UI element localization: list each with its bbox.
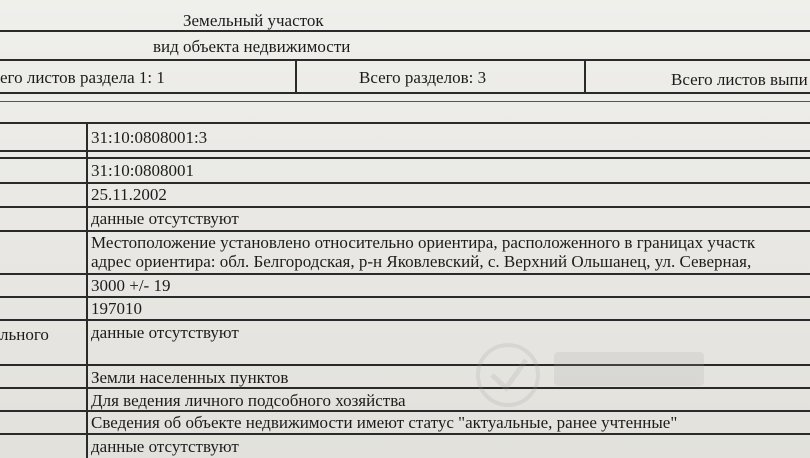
row-line-2 — [0, 157, 810, 159]
object-kind-caption: вид объекта недвижимости — [153, 37, 351, 56]
previous-numbers: данные отсутствуют — [91, 209, 239, 228]
object-status: Сведения об объекте недвижимости имеют статус "актуальные, ранее учтенные" — [91, 413, 678, 432]
cadastral-quarter: 31:10:0808001 — [91, 161, 194, 180]
row-line-4 — [0, 206, 810, 208]
counter-separator-2 — [584, 59, 586, 92]
permitted-use: Для ведения личного подсобного хозяйства — [91, 391, 406, 410]
cadastral-value: 197010 — [91, 299, 142, 318]
row-line-1 — [0, 150, 810, 152]
row-line-6 — [0, 273, 810, 275]
header-divider-top — [0, 30, 810, 32]
cadastral-number: 31:10:0808001:3 — [91, 128, 208, 147]
row-line-3 — [0, 182, 810, 184]
land-area: 3000 +/- 19 — [91, 276, 171, 295]
table-column-divider — [86, 122, 88, 458]
left-column-fragment: льного — [0, 325, 49, 344]
assignment-date: 25.11.2002 — [91, 185, 167, 204]
total-sheets-label: Всего листов выпи — [671, 70, 808, 89]
spacer-line — [0, 101, 810, 102]
header-divider-mid — [0, 59, 810, 61]
row-line-8 — [0, 319, 810, 321]
sheets-in-section-label: его листов раздела 1: 1 — [0, 68, 165, 87]
row-line-7 — [0, 296, 810, 298]
watermark-logo — [468, 330, 728, 420]
object-type-title: Земельный участок — [183, 11, 324, 30]
counter-separator-1 — [295, 59, 297, 92]
total-sections-label: Всего разделов: 3 — [359, 68, 487, 87]
row-line-5 — [0, 230, 810, 232]
header-divider-bottom — [0, 92, 810, 94]
land-category: Земли населенных пунктов — [91, 368, 289, 387]
cadastral-value-note: данные отсутствуют — [91, 323, 239, 342]
special-notes: данные отсутствуют — [91, 437, 239, 456]
row-line-12 — [0, 433, 810, 435]
address-line-2: адрес ориентира: обл. Белгородская, р-н Яковлевский, с. Верхний Ольшанец, ул. Северная, — [91, 252, 752, 271]
address-line-1: Местоположение установлено относительно ориентира, расположенного в границах участк — [91, 233, 756, 252]
table-top-line — [0, 122, 810, 124]
